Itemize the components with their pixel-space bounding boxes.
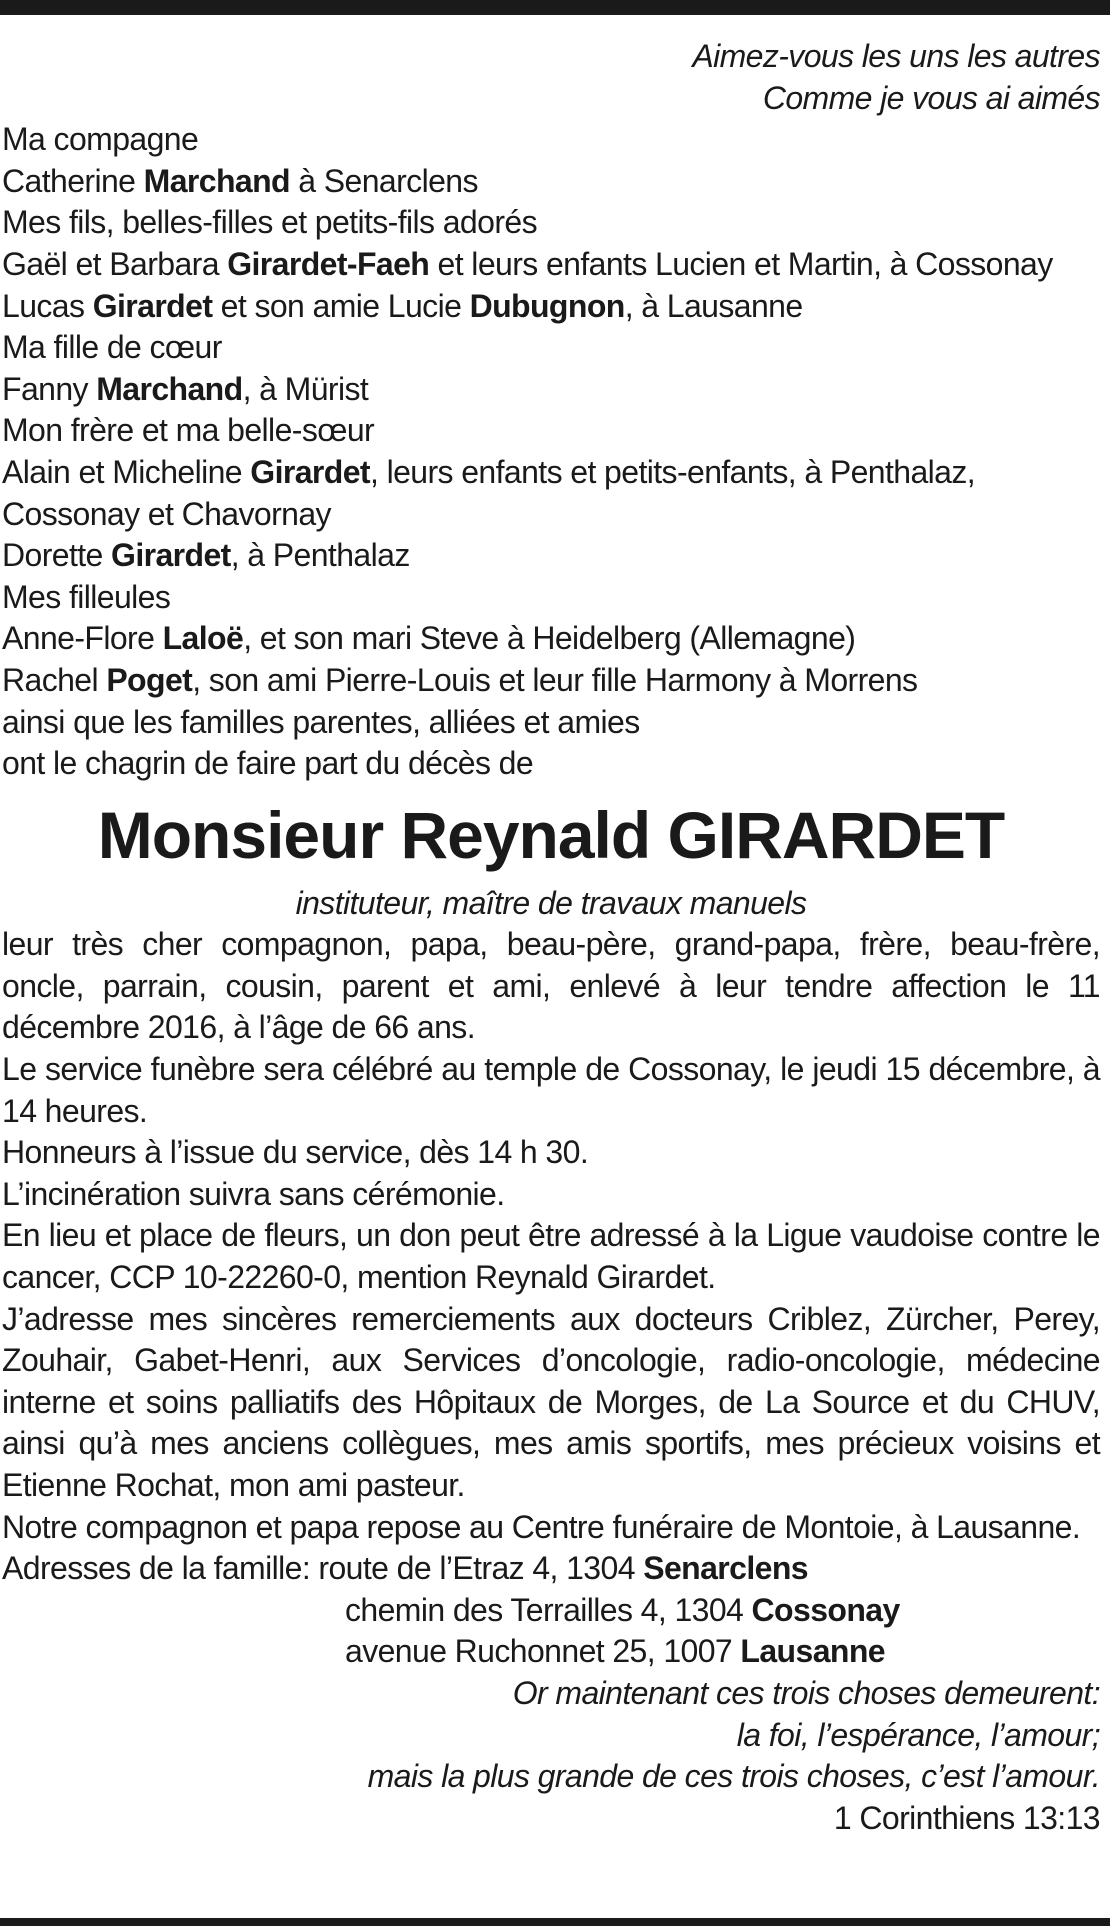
family-line: Ma compagne (2, 121, 199, 158)
family-line: ainsi que les familles parentes, alliées et amies (2, 703, 640, 740)
text-segment: Fanny (2, 370, 97, 407)
family-address-line (2, 1631, 1100, 1673)
surname: Marchand (96, 370, 243, 407)
text-segment: Anne-Flore (2, 620, 163, 657)
surname: Laloë (162, 620, 244, 657)
body-paragraph: En lieu et place de fleurs, un don peut être adressé à la Ligue vaudoise contre le cancer, CCP 10-22260-0, mention Reynald Girardet. (2, 1217, 1100, 1296)
text-segment: Rachel (2, 661, 107, 698)
text-segment: avenue Ruchonnet 25, 1007 (345, 1633, 741, 1670)
surname: Poget (106, 661, 193, 698)
family-line: Ma fille de cœur (2, 329, 222, 366)
closing-verse-line: Or maintenant ces trois choses demeurent: (512, 1674, 1100, 1711)
surname: Girardet-Faeh (227, 245, 430, 282)
family-line (2, 286, 1100, 328)
text-segment: à Senarclens (290, 162, 478, 199)
family-line: ont le chagrin de faire part du décès de (2, 745, 534, 782)
verse-reference: 1 Corinthiens 13:13 (833, 1799, 1100, 1836)
text-segment: Catherine (2, 162, 144, 199)
body-paragraph: leur très cher compagnon, papa, beau-père, grand-papa, frère, beau-frère, oncle, parrain, cousin, parent et ami, enlevé à leur tendre affection le 11 décembre 2016, à l’âge de 66 ans. (2, 926, 1100, 1046)
text-segment: , son ami Pierre-Louis et leur fille Harmony à Morrens (192, 661, 918, 698)
family-address-line (2, 1590, 1100, 1632)
text-segment: et son amie Lucie (212, 287, 470, 324)
text-segment: , à Mürist (242, 370, 369, 407)
addresses-label: Adresses de la famille: (2, 1550, 319, 1587)
address-locality: Lausanne (740, 1633, 885, 1670)
family-line: Mes fils, belles-filles et petits-fils adorés (2, 204, 537, 241)
text-segment: , à Penthalaz (230, 537, 410, 574)
surname: Girardet (92, 287, 213, 324)
text-segment: Dorette (2, 537, 112, 574)
family-line (2, 535, 1100, 577)
text-segment: Alain et Micheline (2, 453, 251, 490)
family-line: Cossonay et Chavornay (2, 495, 331, 532)
epigraph-line-1: Aimez-vous les uns les autres (692, 38, 1100, 74)
top-rule (0, 0, 1110, 15)
address-locality: Cossonay (751, 1591, 900, 1628)
address-locality: Senarclens (643, 1550, 808, 1587)
epigraph-line-2: Comme je vous ai aimés (762, 79, 1100, 116)
surname: Marchand (143, 162, 290, 199)
body-paragraph: J’adresse mes sincères remerciements aux docteurs Criblez, Zürcher, Perey, Zouhair, Gabet-Henri, aux Services d’oncologie, radio-oncologie, médecine interne et soins palliatifs des Hôpitaux de Morges, de La Source et du CHUV, ainsi qu’à mes anciens collègues, mes amis sportifs, mes précieux voisins et Etienne Rochat, mon ami pasteur. (2, 1300, 1100, 1503)
family-line (2, 618, 1100, 660)
bottom-rule (0, 1918, 1110, 1926)
text-segment: chemin des Terrailles 4, 1304 (345, 1591, 752, 1628)
body-paragraph: L’incinération suivra sans cérémonie. (2, 1175, 505, 1212)
family-line (2, 369, 1100, 411)
family-line (2, 452, 1100, 494)
closing-verse-line: la foi, l’espérance, l’amour; (736, 1716, 1100, 1753)
family-line: Mon frère et ma belle-sœur (2, 412, 375, 449)
family-address-line (2, 1548, 1100, 1590)
text-segment: , à Lausanne (624, 287, 803, 324)
surname: Dubugnon (469, 287, 625, 324)
body-paragraph: Honneurs à l’issue du service, dès 14 h 30. (2, 1134, 589, 1171)
text-segment: et leurs enfants Lucien et Martin, à Cossonay (429, 245, 1053, 282)
text-segment: route de l’Etraz 4, 1304 (318, 1550, 644, 1587)
family-line: Mes filleules (2, 578, 171, 615)
body-paragraph: Notre compagnon et papa repose au Centre funéraire de Montoie, à Lausanne. (2, 1508, 1081, 1545)
family-line (2, 161, 1100, 203)
text-segment: Gaël et Barbara (2, 245, 228, 282)
deceased-profession: instituteur, maître de travaux manuels (295, 884, 807, 921)
deceased-name: Monsieur Reynald GIRARDET (97, 797, 1005, 872)
family-line (2, 660, 1100, 702)
surname: Girardet (111, 537, 231, 574)
text-segment: Lucas (2, 287, 93, 324)
obituary-notice (2, 36, 1100, 1839)
family-line (2, 244, 1100, 286)
surname: Girardet (250, 453, 370, 490)
body-paragraph: Le service funèbre sera célébré au temple de Cossonay, le jeudi 15 décembre, à 14 heures. (2, 1051, 1100, 1129)
text-segment: , leurs enfants et petits-enfants, à Penthalaz, (369, 453, 976, 490)
text-segment: , et son mari Steve à Heidelberg (Allemagne) (243, 620, 856, 657)
closing-verse-line: mais la plus grande de ces trois choses, c’est l’amour. (367, 1758, 1100, 1795)
